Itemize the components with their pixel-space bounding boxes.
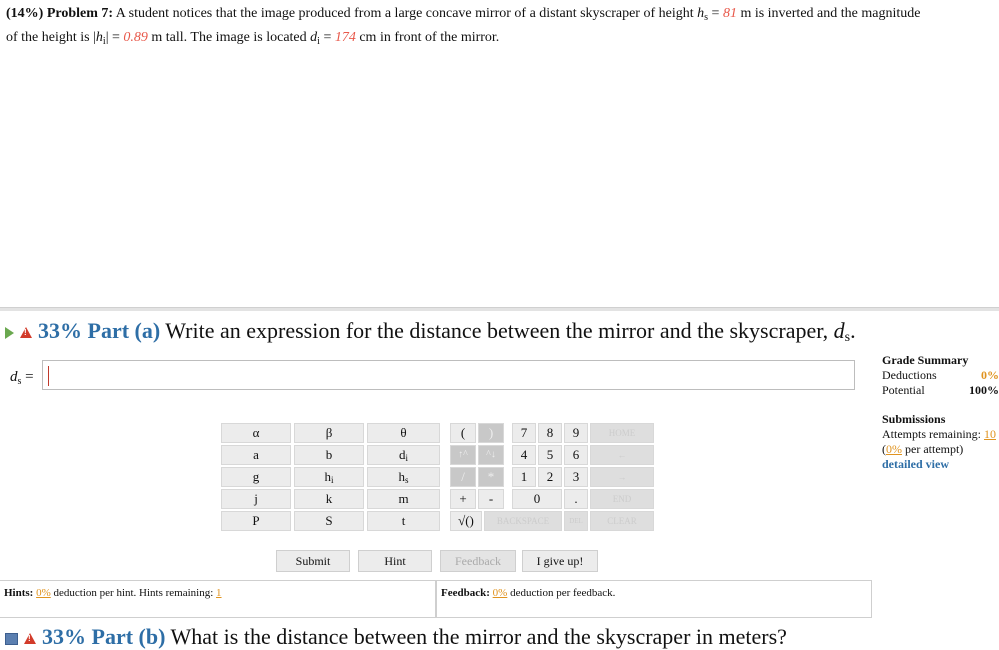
key-alpha[interactable]: α [221,423,291,443]
detailed-view-link[interactable]: detailed view [882,457,949,471]
key-P[interactable]: P [221,511,291,531]
hs-sub: s [704,12,709,23]
answer-input[interactable] [42,360,855,390]
answer-label-eq: = [25,369,34,385]
di-var: d [310,30,318,45]
part-a-sub: s [844,330,851,345]
hint-button[interactable]: Hint [358,550,432,572]
key-plus[interactable]: + [450,489,476,509]
key-paren-open[interactable]: ( [450,423,476,443]
key-5[interactable]: 5 [538,445,562,465]
key-clear[interactable]: CLEAR [590,511,654,531]
give-up-button[interactable]: I give up! [522,550,598,572]
key-h-i[interactable]: hi [294,467,364,487]
part-b-percent: 33% Part (b) [42,624,166,649]
key-del[interactable]: DEL [564,511,588,531]
problem-text-1: A student notices that the image produced from a large concave mirror of a distant skyscraper of height [115,6,694,21]
hi-value: 0.89 [123,30,148,45]
problem-text-4: m tall. The image is located [151,30,307,45]
per-attempt-text: per attempt) [905,442,964,456]
per-attempt-pct: 0% [886,442,902,456]
key-6[interactable]: 6 [564,445,588,465]
hints-deduction: 0% [36,587,51,599]
collapse-box-icon[interactable] [5,633,18,645]
key-2[interactable]: 2 [538,467,562,487]
deductions-value: 0% [981,368,999,382]
part-a-question: Write an expression for the distance between the mirror and the skyscraper, [165,318,829,343]
key-multiply[interactable]: * [478,467,504,487]
hints-remaining: 1 [216,587,222,599]
key-minus[interactable]: - [478,489,504,509]
answer-label [10,369,34,387]
potential-value: 100% [969,383,999,397]
key-j[interactable]: j [221,489,291,509]
hs-eq: = [711,6,720,21]
key-b[interactable]: b [294,445,364,465]
problem-text-5: cm in front of the mirror. [359,30,500,45]
deductions-label: Deductions [882,368,937,382]
key-a[interactable]: a [221,445,291,465]
key-t[interactable]: t [367,511,440,531]
di-value: 174 [334,30,356,45]
key-4[interactable]: 4 [512,445,536,465]
feedback-text: deduction per feedback. [510,587,616,599]
problem-text-3: of the height is | [6,30,96,45]
key-right-arrow[interactable]: → [590,467,654,487]
grade-summary: Grade Summary Deductions 0% Potential 100% Submissions Attempts remaining: 10 (0% per attempt) detailed view [882,353,999,471]
key-beta[interactable]: β [294,423,364,443]
key-up-arrow[interactable]: ↑^ [450,445,476,465]
key-0[interactable]: 0 [512,489,562,509]
feedback-deduction: 0% [492,587,508,599]
key-8[interactable]: 8 [538,423,562,443]
warning-icon [20,327,32,338]
part-a-header[interactable] [5,318,856,346]
section-divider [0,307,999,311]
hints-label: Hints: [4,587,34,599]
key-7[interactable]: 7 [512,423,536,443]
feedback-label: Feedback: [441,587,490,599]
key-h-s[interactable]: hs [367,467,440,487]
potential-label: Potential [882,383,925,397]
submissions-title: Submissions [882,412,946,426]
hi-var: h [95,30,103,45]
key-S[interactable]: S [294,511,364,531]
feedback-button[interactable]: Feedback [440,550,516,572]
di-sub: i [317,36,320,47]
answer-label-var: d [10,369,18,385]
part-a-end: . [850,318,856,343]
key-backspace[interactable]: BACKSPACE [484,511,562,531]
key-m[interactable]: m [367,489,440,509]
hints-panel [0,580,436,618]
key-left-arrow[interactable]: ← [590,445,654,465]
part-b-question: What is the distance between the mirror and the skyscraper in meters? [170,624,787,649]
key-1[interactable]: 1 [512,467,536,487]
submit-button[interactable]: Submit [276,550,350,572]
key-k[interactable]: k [294,489,364,509]
key-sqrt[interactable]: √() [450,511,482,531]
di-eq: = [323,30,332,45]
text-caret [48,366,49,386]
warning-icon [24,633,36,644]
key-down-arrow[interactable]: ^↓ [478,445,504,465]
hints-text: deduction per hint. Hints remaining: [53,587,214,599]
attempts-label: Attempts remaining: [882,427,981,441]
key-d-i[interactable]: di [367,445,440,465]
key-9[interactable]: 9 [564,423,588,443]
key-home[interactable]: HOME [590,423,654,443]
key-theta[interactable]: θ [367,423,440,443]
key-decimal[interactable]: . [564,489,588,509]
key-paren-close[interactable]: ) [478,423,504,443]
key-end[interactable]: END [590,489,654,509]
key-divide[interactable]: / [450,467,476,487]
part-a-var: d [833,318,845,343]
hi-sub: i [102,36,106,47]
problem-statement [6,4,999,52]
hs-var: h [697,6,705,21]
answer-label-sub: s [17,376,22,387]
part-a-percent: 33% Part (a) [38,318,161,343]
hi-eq: | = [105,30,120,45]
expand-triangle-icon[interactable] [5,327,14,339]
part-b-header[interactable] [5,624,787,650]
hs-value: 81 [722,6,737,21]
key-g[interactable]: g [221,467,291,487]
attempts-value: 10 [983,427,996,441]
problem-prefix: (14%) Problem 7: [6,6,114,21]
feedback-panel [436,580,872,618]
key-3[interactable]: 3 [564,467,588,487]
grade-summary-title: Grade Summary [882,353,969,367]
problem-text-2: m is inverted and the magnitude [740,6,921,21]
